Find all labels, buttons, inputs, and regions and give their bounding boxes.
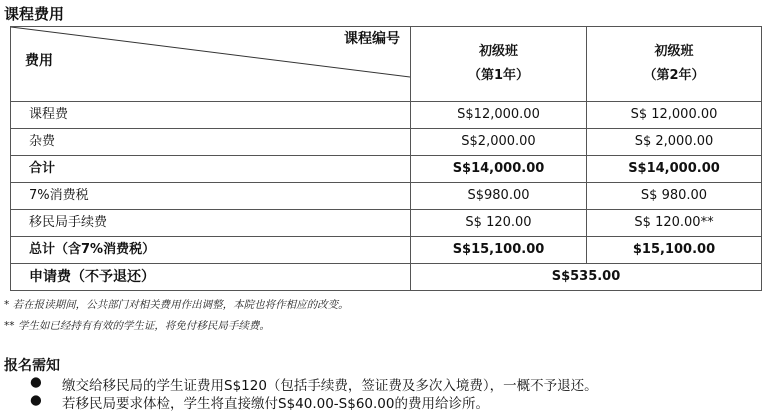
list-item [30, 374, 750, 392]
row-label: 杂费 [11, 129, 411, 156]
list-item-text: 若移民局要求体检，学生将直接缴付S$40.00-S$60.00的费用给诊所。 [62, 396, 489, 412]
table-row [11, 102, 762, 129]
table-row-application-fee [11, 264, 762, 291]
list-item [30, 392, 750, 410]
table-row-total [11, 237, 762, 264]
row-value-year1: S$15,100.00 [411, 237, 587, 264]
column-sub: （第2年） [643, 68, 705, 83]
table-row [11, 210, 762, 237]
row-value-year2: $15,100.00 [587, 237, 762, 264]
row-value-year1: S$980.00 [411, 183, 587, 210]
row-label: 合计 [11, 156, 411, 183]
footnote-2: ** 学生如已经持有有效的学生证，将免付移民局手续费。 [4, 320, 270, 332]
row-value-year2: S$ 12,000.00 [587, 102, 762, 129]
row-value-year2: S$14,000.00 [587, 156, 762, 183]
row-value-year2: S$ 120.00** [587, 210, 762, 237]
header-course-code: 课程编号 [344, 31, 400, 47]
row-value-year1: S$ 120.00 [411, 210, 587, 237]
row-value-year1: S$14,000.00 [411, 156, 587, 183]
column-header-year2 [587, 27, 762, 102]
application-fee-value: S$535.00 [411, 264, 762, 291]
row-label: 7%消费税 [11, 183, 411, 210]
bullet-icon: ● [30, 374, 42, 390]
row-value-year2: S$ 2,000.00 [587, 129, 762, 156]
list-item-text: 缴交给移民局的学生证费用S$120（包括手续费，签证费及多次入境费），一概不予退还。 [62, 378, 598, 394]
table-header-row [11, 27, 762, 102]
column-name: 初级班 [654, 44, 694, 59]
row-value-year1: S$12,000.00 [411, 102, 587, 129]
table-row-subtotal [11, 156, 762, 183]
row-label: 课程费 [11, 102, 411, 129]
bullet-icon: ● [30, 392, 42, 408]
header-fee: 费用 [25, 53, 53, 69]
table-row [11, 183, 762, 210]
registration-heading: 报名需知 [4, 358, 60, 374]
column-name: 初级班 [478, 44, 518, 59]
fee-table [10, 26, 762, 291]
row-label: 总计（含7%消费税） [11, 237, 411, 264]
diagonal-header-cell [11, 27, 411, 102]
page-title: 课程费用 [4, 5, 65, 23]
table-row [11, 129, 762, 156]
application-fee-label: 申请费（不予退还） [11, 264, 411, 291]
column-header-year1 [411, 27, 587, 102]
row-value-year2: S$ 980.00 [587, 183, 762, 210]
footnote-1: * 若在报读期间，公共部门对相关费用作出调整，本院也将作相应的改变。 [4, 299, 349, 311]
row-label: 移民局手续费 [11, 210, 411, 237]
row-value-year1: S$2,000.00 [411, 129, 587, 156]
column-sub: （第1年） [467, 68, 530, 83]
